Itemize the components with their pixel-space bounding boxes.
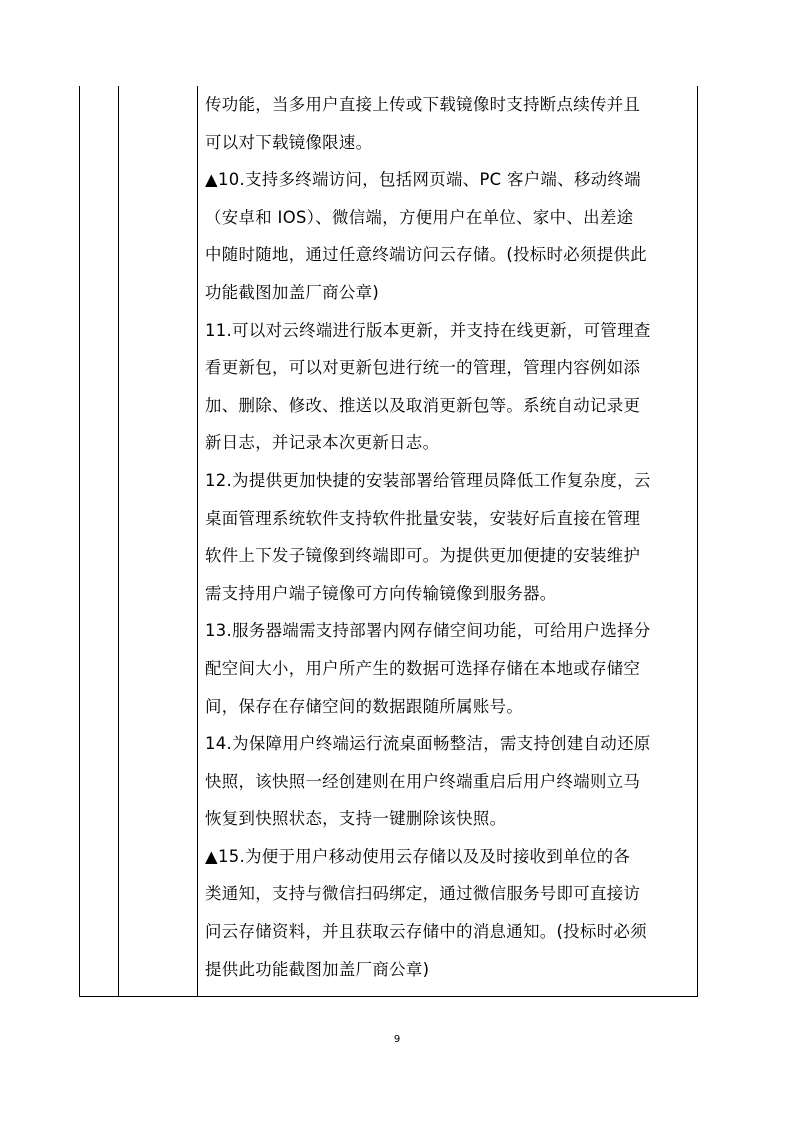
text-line: 看更新包，可以对更新包进行统一的管理，管理内容例如添: [205, 358, 641, 378]
text-line: 需支持用户端子镜像可方向传输镜像到服务器。: [205, 583, 557, 603]
requirements-table: [79, 86, 698, 997]
text-line: 问云存储资料，并且获取云存储中的消息通知。(投标时必须: [205, 922, 647, 942]
text-line: 可以对下载镜像限速。: [205, 132, 373, 152]
text-line: 传功能，当多用户直接上传或下载镜像时支持断点续传并且: [205, 95, 641, 114]
text-line: 功能截图加盖厂商公章): [205, 282, 380, 302]
table-column-divider: [118, 86, 119, 996]
text-line: 间，保存在存储空间的数据跟随所属账号。: [205, 696, 524, 716]
text-line: 提供此功能截图加盖厂商公章): [205, 959, 430, 979]
text-line: 配空间大小，用户所产生的数据可选择存储在本地或存储空: [205, 658, 641, 678]
text-line: ▲15.为便于用户移动使用云存储以及及时接收到单位的各: [205, 846, 631, 866]
text-line: 12.为提供更加快捷的安装部署给管理员降低工作复杂度，云: [205, 470, 651, 490]
text-line: 13.服务器端需支持部署内网存储空间功能，可给用户选择分: [205, 621, 651, 641]
text-line: 新日志，并记录本次更新日志。: [205, 433, 440, 453]
text-line: 恢复到快照状态，支持一键删除该快照。: [205, 809, 507, 829]
table-column-divider: [197, 86, 198, 996]
text-line: 软件上下发子镜像到终端即可。为提供更加便捷的安装维护: [205, 546, 641, 566]
specification-cell: [205, 86, 697, 988]
text-line: （安卓和 IOS）、微信端，方便用户在单位、家中、出差途: [205, 207, 634, 227]
text-line: 快照，该快照一经创建则在用户终端重启后用户终端则立马: [205, 771, 641, 791]
text-line: 11.可以对云终端进行版本更新，并支持在线更新，可管理查: [205, 320, 651, 340]
text-line: 类通知，支持与微信扫码绑定，通过微信服务号即可直接访: [205, 884, 641, 904]
page-number: 9: [393, 1034, 401, 1045]
text-line: 桌面管理系统软件支持软件批量安装，安装好后直接在管理: [205, 508, 641, 528]
text-line: 加、删除、修改、推送以及取消更新包等。系统自动记录更: [205, 395, 641, 415]
text-line: 中随时随地，通过任意终端访问云存储。(投标时必须提供此: [205, 245, 647, 265]
text-line: ▲10.支持多终端访问，包括网页端、PC 客户端、移动终端: [205, 170, 641, 190]
text-line: 14.为保障用户终端运行流桌面畅整洁，需支持创建自动还原: [205, 734, 651, 754]
